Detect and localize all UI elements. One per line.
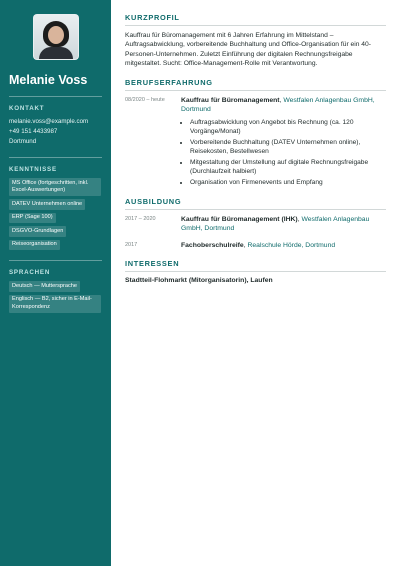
- summary-heading: KURZPROFIL: [125, 13, 180, 22]
- candidate-name: Melanie Voss: [9, 73, 88, 87]
- entry-content: Kauffrau für Büromanagement, Westfalen Anlagenbau GmbH, Dortmund • Auftragsabwicklung von Angebot bis Rechnung (ca. 120 Vorgänge/Monat) • Vorbereitende Buchhaltung (DATEV Unternehmen online), Reisekosten, Bestellwesen • Mitgestaltung der Umstellung auf digitale Rechnungsfreigabe (Durchlaufzeit halbiert) • Organisation von Firmenevents und Empfang: [181, 96, 386, 189]
- section-rule: [125, 209, 386, 210]
- entry-date: 2017 – 2020: [125, 216, 156, 223]
- language-chip: Englisch — B2, sicher in E-Mail-Korrespondenz: [9, 295, 101, 313]
- sidebar-divider: [9, 96, 102, 97]
- languages-list: [9, 281, 102, 313]
- skill-chip: DSGVO-Grundlagen: [9, 226, 66, 237]
- skill-chip: Reiseorganisation: [9, 240, 60, 251]
- section-rule: [125, 25, 386, 26]
- experience-heading: BERUFSERFAHRUNG: [125, 78, 213, 88]
- sidebar-divider: [9, 157, 102, 158]
- sidebar-divider: [9, 260, 102, 261]
- skills-list: [9, 178, 102, 250]
- languages-heading: SPRACHEN: [9, 269, 51, 276]
- entry-date: 08/2020 – heute: [125, 97, 165, 104]
- institution: Realschule Hörde, Dortmund: [247, 242, 336, 250]
- profile-photo: [33, 14, 79, 60]
- institution: Westfalen Anlagenbau GmbH, Dortmund: [181, 216, 370, 233]
- interests-text: Stadtteil-Flohmarkt (Mitorganisatorin), Laufen: [125, 277, 273, 285]
- skill-chip: ERP (Sage 100): [9, 213, 56, 224]
- experience-bullets: [181, 118, 386, 187]
- city: Dortmund: [9, 138, 37, 145]
- email-link[interactable]: melanie.voss@example.com: [9, 118, 89, 125]
- bullet-item: • Vorbereitende Buchhaltung (DATEV Unternehmen online), Reisekosten, Bestellwesen: [190, 138, 386, 156]
- interests-heading: INTERESSEN: [125, 259, 180, 269]
- sidebar: [0, 0, 111, 566]
- education-entry: [125, 215, 386, 233]
- summary-text: Kauffrau für Büromanagement mit 6 Jahren Erfahrung im Mittelstand – Auftragsabwicklung, vorbereitende Buchhaltung und Office-Organisation für ein 40-Personen-Unternehmen. Zuletzt Einführung der digitalen Rechnungsfreigabe mitgestaltet. Sucht: Office-Management-Rolle mit Verantwortung.: [125, 32, 371, 67]
- employer: Westfalen Anlagenbau GmbH, Dortmund: [181, 97, 375, 114]
- contact-block: [9, 117, 102, 147]
- contact-heading: KONTAKT: [9, 105, 45, 112]
- degree-title: Fachoberschulreife: [181, 242, 244, 250]
- degree-title: Kauffrau für Büromanagement (IHK): [181, 216, 298, 224]
- experience-entry: [125, 96, 386, 189]
- skills-heading: KENNTNISSE: [9, 166, 57, 173]
- entry-date: 2017: [125, 242, 138, 249]
- skill-chip: MS Office (fortgeschritten, inkl. Excel-Auswertungen): [9, 178, 101, 196]
- section-rule: [125, 271, 386, 272]
- bullet-item: • Organisation von Firmenevents und Empfang: [190, 178, 386, 187]
- education-entry: [125, 241, 386, 250]
- job-title: Kauffrau für Büromanagement: [181, 97, 280, 105]
- education-heading: AUSBILDUNG: [125, 197, 182, 207]
- entry-content: Fachoberschulreife, Realschule Hörde, Dortmund: [181, 242, 336, 250]
- phone-number[interactable]: +49 151 4433987: [9, 128, 58, 135]
- bullet-item: • Auftragsabwicklung von Angebot bis Rechnung (ca. 120 Vorgänge/Monat): [190, 118, 386, 136]
- main-content: [111, 0, 400, 566]
- skill-chip: DATEV Unternehmen online: [9, 199, 85, 210]
- language-chip: Deutsch — Muttersprache: [9, 281, 80, 292]
- section-rule: [125, 90, 386, 91]
- entry-content: Kauffrau für Büromanagement (IHK), Westfalen Anlagenbau GmbH, Dortmund: [181, 216, 370, 233]
- bullet-item: • Mitgestaltung der Umstellung auf digitale Rechnungsfreigabe (Durchlaufzeit halbiert): [190, 158, 386, 176]
